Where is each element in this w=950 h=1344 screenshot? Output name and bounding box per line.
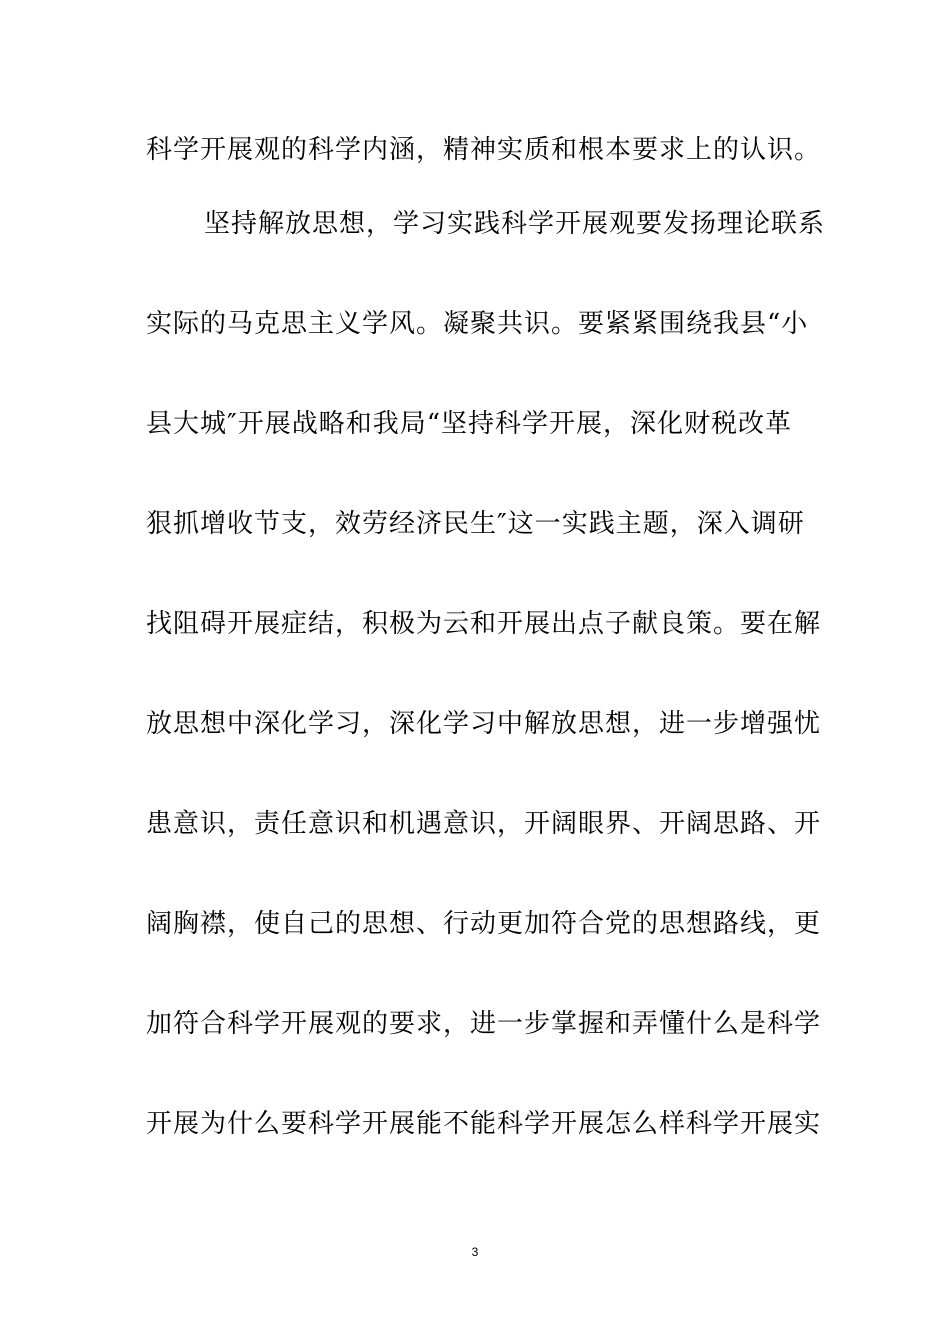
text-line-9: 阔胸襟，使自己的思想、行动更加符合党的思想路线，更 — [146, 909, 822, 939]
text-line-1: 科学开展观的科学内涵，精神实质和根本要求上的认识。 — [146, 135, 822, 165]
text-line-10: 加符合科学开展观的要求，进一步掌握和弄懂什么是科学 — [146, 1009, 822, 1039]
text-line-7: 放思想中深化学习，深化学习中解放思想，进一步增强忧 — [146, 709, 822, 739]
text-line-11: 开展为什么要科学开展能不能科学开展怎么样科学开展实 — [146, 1109, 822, 1139]
page-number: 3 — [471, 1245, 479, 1259]
text-line-6: 找阻碍开展症结，积极为云和开展出点子献良策。要在解 — [146, 609, 822, 639]
text-line-5: 狠抓增收节支，效劳经济民生″这一实践主题，深入调研 — [146, 509, 805, 539]
text-line-3: 实际的马克思主义学风。凝聚共识。要紧紧围绕我县“小 — [146, 309, 809, 339]
text-line-4: 县大城″开展战略和我局“坚持科学开展，深化财税改革 — [146, 409, 793, 439]
text-line-8: 患意识，责任意识和机遇意识，开阔眼界、开阔思路、开 — [146, 809, 822, 839]
paragraph-start-line: 坚持解放思想，学习实践科学开展观要发扬理论联系 — [204, 209, 826, 239]
